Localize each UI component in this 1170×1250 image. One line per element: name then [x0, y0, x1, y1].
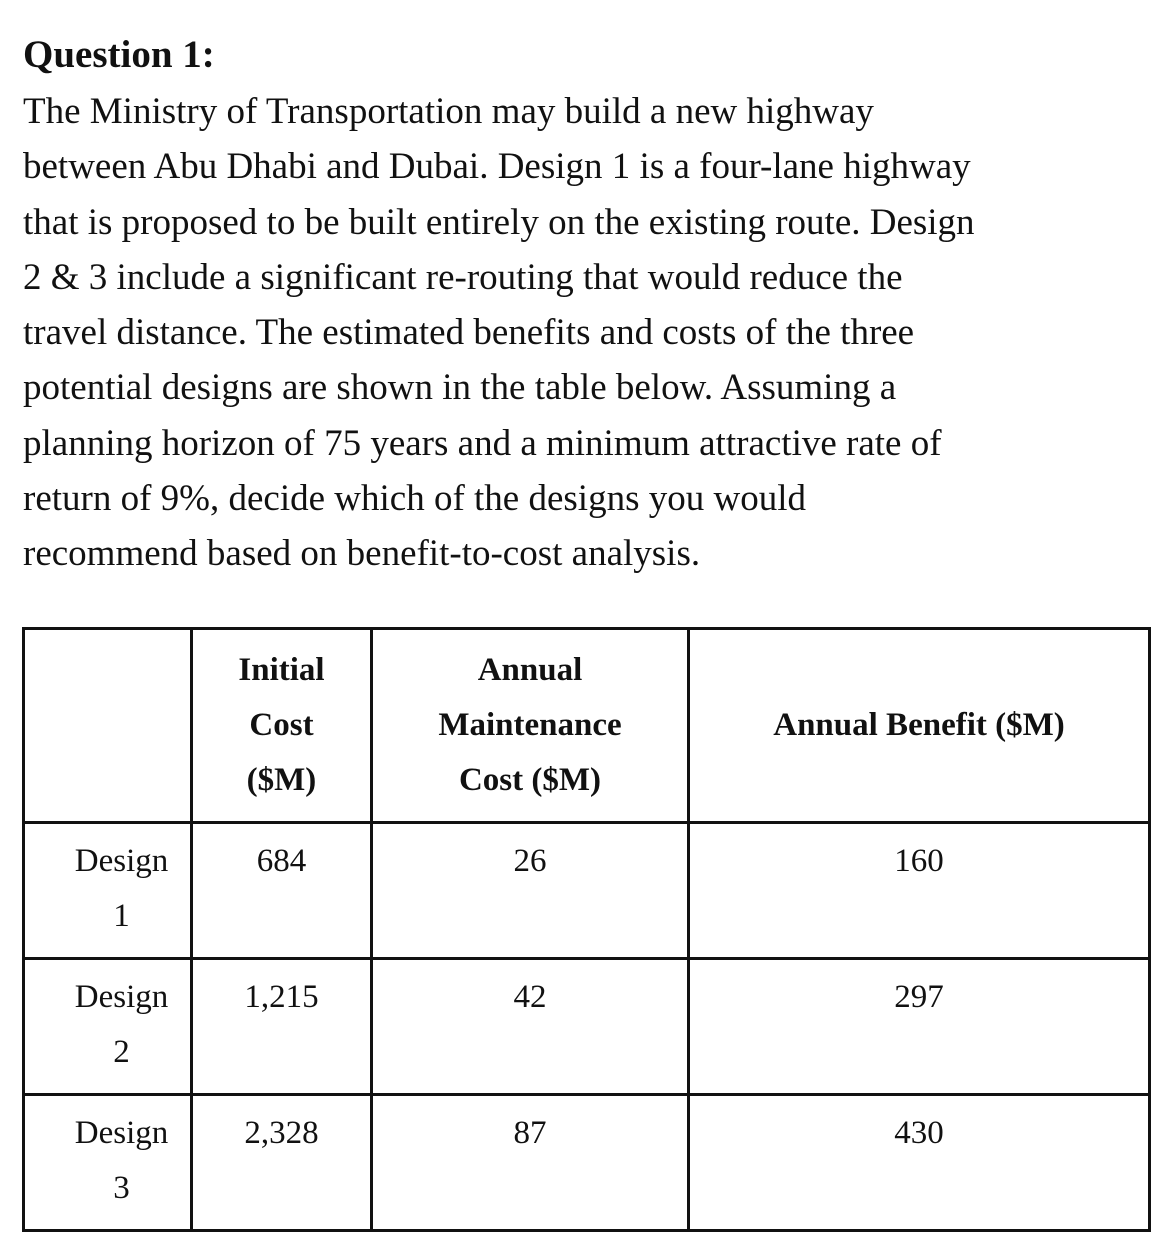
maintenance-cell: 87	[372, 1095, 689, 1231]
question-line: recommend based on benefit-to-cost analysis.	[23, 533, 701, 575]
maintenance-cell: 26	[372, 823, 689, 959]
header-annual-benefit	[689, 629, 1150, 823]
initial-cost-cell: 1,215	[192, 959, 372, 1095]
corner-cell	[24, 629, 192, 823]
header-annual-maintenance	[372, 629, 689, 823]
header-initial-cost	[192, 629, 372, 823]
question-text	[23, 84, 1153, 582]
question-line: The Ministry of Transportation may build a new highway	[23, 91, 874, 132]
question-line: potential designs are shown in the table below. Assuming a	[23, 367, 897, 409]
header-line: Annual	[477, 652, 583, 688]
header-line: Maintenance	[438, 707, 622, 743]
question-line: travel distance. The estimated benefits and costs of the three	[23, 312, 915, 354]
header-line: Cost	[249, 707, 314, 743]
row-label-word: Design	[74, 1115, 169, 1151]
question-line: return of 9%, decide which of the designs you would	[23, 478, 806, 520]
table-row	[24, 823, 1150, 959]
row-label-word: Design	[74, 979, 169, 1015]
table-header-row	[24, 629, 1150, 823]
row-label-number: 1	[113, 898, 130, 934]
header-line: Initial	[238, 652, 325, 688]
row-label-word: Design	[74, 843, 169, 879]
header-line: ($M)	[246, 762, 317, 798]
header-line: Cost ($M)	[458, 762, 602, 798]
row-label	[24, 823, 192, 959]
row-label-number: 3	[113, 1170, 130, 1206]
benefit-cell: 160	[689, 823, 1150, 959]
table-row	[24, 959, 1150, 1095]
row-label	[24, 959, 192, 1095]
row-label	[24, 1095, 192, 1231]
initial-cost-cell: 684	[192, 823, 372, 959]
row-label-number: 2	[113, 1034, 130, 1070]
question-line: that is proposed to be built entirely on the existing route. Design	[23, 201, 975, 243]
benefit-cell: 430	[689, 1095, 1150, 1231]
question-line: 2 & 3 include a significant re-routing that would reduce the	[23, 256, 903, 298]
question-line: between Abu Dhabi and Dubai. Design 1 is a four-lane highway	[23, 146, 971, 188]
maintenance-cell: 42	[372, 959, 689, 1095]
benefit-cell: 297	[689, 959, 1150, 1095]
header-line: Annual Benefit ($M)	[773, 707, 1065, 743]
design-cost-table	[22, 627, 1151, 1232]
initial-cost-cell: 2,328	[192, 1095, 372, 1231]
question-title: Question 1:	[23, 33, 215, 76]
question-line: planning horizon of 75 years and a minimum attractive rate of	[23, 422, 942, 464]
table-row	[24, 1095, 1150, 1231]
